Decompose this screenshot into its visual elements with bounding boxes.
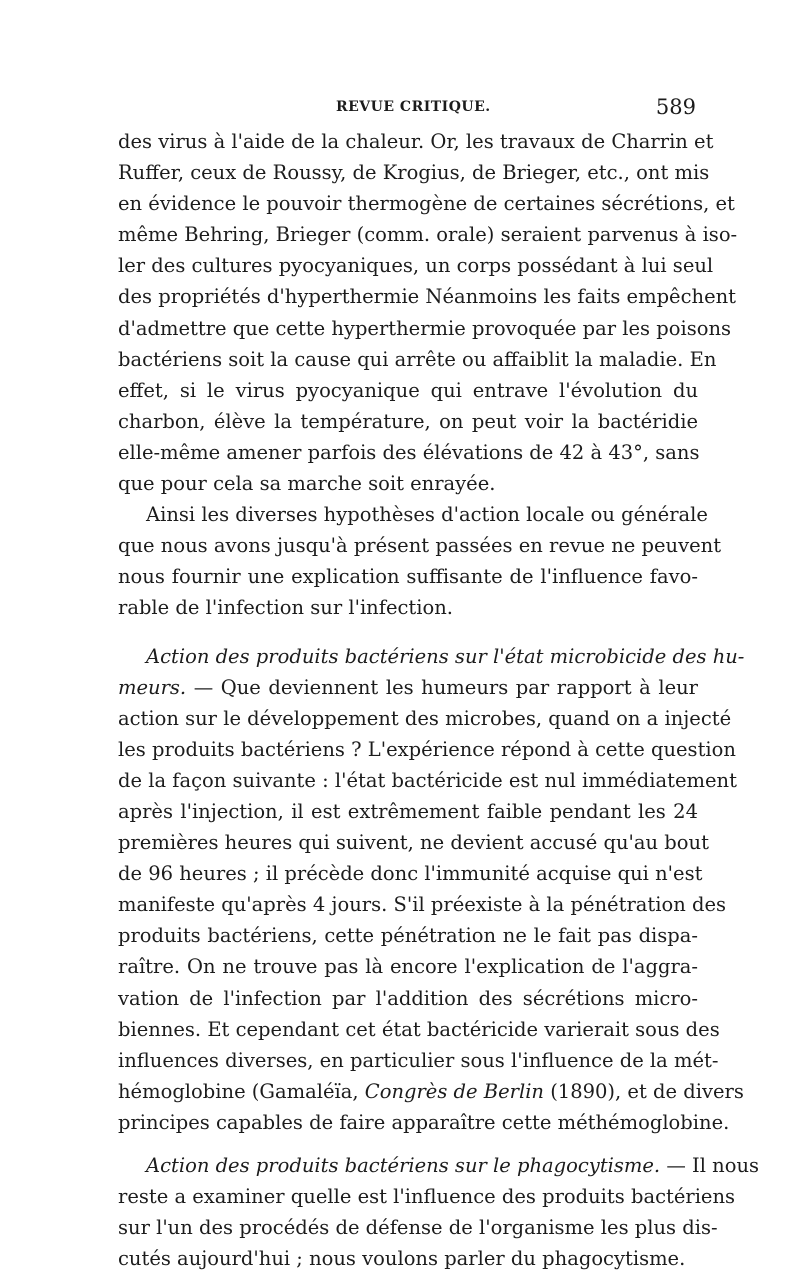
text-line: des virus à l'aide de la chaleur. Or, les travaux de Charrin et xyxy=(118,130,714,153)
text-span: — Que deviennent les humeurs par rapport à leur xyxy=(186,675,698,699)
text-line: biennes. Et cependant cet état bactéricide varierait sous des xyxy=(118,1017,720,1041)
text-line: elle-même amener parfois des élévations de 42 à 43°, sans xyxy=(118,440,700,464)
text-line: Ruffer, ceux de Roussy, de Krogius, de Brieger, etc., ont mis xyxy=(118,161,710,185)
text-line: que pour cela sa marche soit enrayée. xyxy=(118,472,496,496)
text-line: sur l'un des procédés de défense de l'organisme les plus dis- xyxy=(118,1216,718,1240)
text-line: charbon, élève la température, on peut voir la bactéridie xyxy=(118,409,698,433)
text-line: que nous avons jusqu'à présent passées en revue ne peuvent xyxy=(118,534,722,558)
text-line: après l'injection, il est extrêmement faible pendant les 24 xyxy=(118,799,698,823)
section-gap xyxy=(118,1138,698,1150)
text-span: (1890), et de divers xyxy=(544,1079,744,1103)
text-line xyxy=(118,1150,760,1181)
citation-title: Congrès de Berlin xyxy=(364,1079,544,1103)
text-line: raître. On ne trouve pas là encore l'explication de l'aggra- xyxy=(118,955,698,979)
text-line: principes capables de faire apparaître cette méthémoglobine. xyxy=(118,1110,730,1134)
text-line: effet, si le virus pyocyanique qui entrave l'évolution du xyxy=(118,378,698,402)
section-heading: Action des produits bactériens sur l'état microbicide des hu- xyxy=(146,644,745,668)
text-line: action sur le développement des microbes, quand on a injecté xyxy=(118,706,732,730)
page-number: 589 xyxy=(655,95,696,119)
body-text xyxy=(118,126,760,1274)
text-line: bactériens soit la cause qui arrête ou affaiblit la maladie. En xyxy=(118,347,717,371)
text-line: même Behring, Brieger (comm. orale) seraient parvenus à iso- xyxy=(118,223,738,247)
section-heading: Action des produits bactériens sur le phagocytisme. xyxy=(146,1154,661,1177)
text-line: produits bactériens, cette pénétration ne le fait pas dispa- xyxy=(118,924,698,948)
citation-line xyxy=(118,1076,744,1107)
text-line: des propriétés d'hyperthermie Néanmoins les faits empêchent xyxy=(118,285,737,309)
text-line: de 96 heures ; il précède donc l'immunité acquise qui n'est xyxy=(118,862,703,886)
text-span: — Il nous xyxy=(660,1154,760,1177)
text-line: premières heures qui suivent, ne devient accusé qu'au bout xyxy=(118,831,709,855)
text-line: cutés aujourd'hui ; nous voulons parler du phagocytisme. xyxy=(118,1247,686,1271)
text-line xyxy=(118,672,698,703)
page-header xyxy=(118,95,698,123)
text-line: ler des cultures pyocyaniques, un corps possédant à lui seul xyxy=(118,254,714,278)
section-heading-cont: meurs. xyxy=(118,675,187,699)
section-gap xyxy=(118,624,698,641)
text-line: d'admettre que cette hyperthermie provoquée par les poisons xyxy=(118,316,732,340)
text-line: rable de l'infection sur l'infection. xyxy=(118,596,453,620)
text-span: hémoglobine (Gamaléïa, xyxy=(118,1079,365,1103)
text-line: Ainsi les diverses hypothèses d'action locale ou générale xyxy=(146,503,708,527)
text-line: en évidence le pouvoir thermogène de certaines sécrétions, et xyxy=(118,192,735,216)
text-line: reste a examiner quelle est l'influence des produits bactériens xyxy=(118,1185,736,1209)
text-line: les produits bactériens ? L'expérience répond à cette question xyxy=(118,737,736,761)
text-line: manifeste qu'après 4 jours. S'il préexiste à la pénétration des xyxy=(118,893,726,917)
text-line: de la façon suivante : l'état bactéricide est nul immédiatement xyxy=(118,768,737,792)
text-line: nous fournir une explication suffisante de l'influence favo- xyxy=(118,565,698,589)
text-line: influences diverses, en particulier sous l'influence de la mét- xyxy=(118,1048,719,1072)
running-title: REVUE CRITIQUE. xyxy=(336,99,491,115)
text-line: vation de l'infection par l'addition des sécrétions micro- xyxy=(118,986,698,1010)
